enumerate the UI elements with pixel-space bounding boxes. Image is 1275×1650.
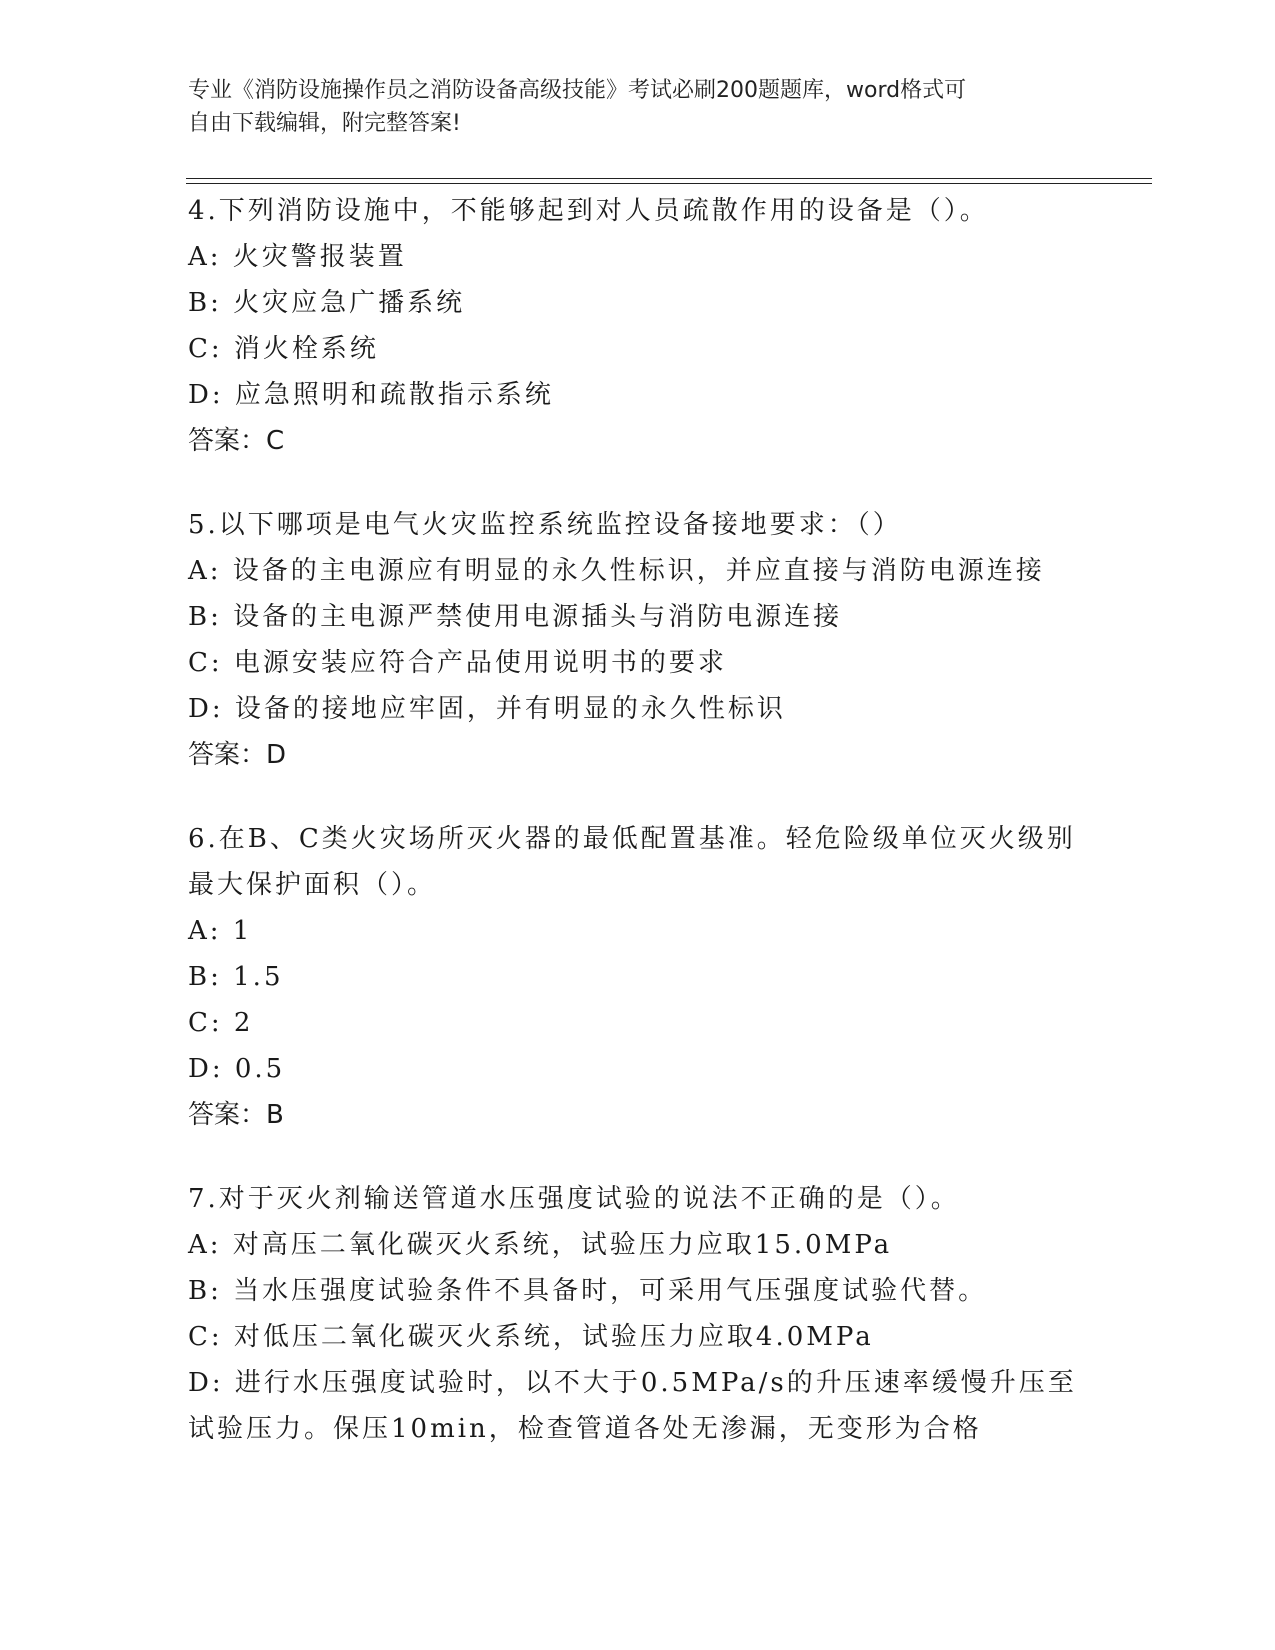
header-line-2: 自由下载编辑，附完整答案!: [188, 111, 461, 136]
question-5: [188, 502, 1088, 778]
option-c: C: 电源安装应符合产品使用说明书的要求: [188, 648, 727, 678]
option-b: B: 火灾应急广播系统: [188, 288, 466, 318]
header-divider-bottom: [186, 183, 1152, 184]
option-d: D: 设备的接地应牢固，并有明显的永久性标识: [188, 694, 786, 724]
question-stem-line-1: 6.在B、C类火灾场所灭火器的最低配置基准。轻危险级单位灭火级别: [188, 824, 1076, 854]
option-a: A: 对高压二氧化碳灭火系统，试验压力应取15.0MPa: [188, 1230, 893, 1260]
option-d: D: 进行水压强度试验时，以不大于0.5MPa/s的升压速率缓慢升压至: [188, 1368, 1077, 1398]
question-4: [188, 188, 1088, 464]
option-c: C: 对低压二氧化碳灭火系统，试验压力应取4.0MPa: [188, 1322, 874, 1352]
option-a: A: 设备的主电源应有明显的永久性标识，并应直接与消防电源连接: [188, 556, 1045, 586]
answer-label: 答案：D: [188, 740, 287, 770]
question-stem: 7.对于灭火剂输送管道水压强度试验的说法不正确的是（）。: [188, 1184, 960, 1214]
question-stem: 4.下列消防设施中，不能够起到对人员疏散作用的设备是（）。: [188, 196, 989, 226]
question-stem-line-2: 最大保护面积（）。: [188, 870, 437, 900]
header-divider-top: [186, 178, 1152, 179]
header-line-1: 专业《消防设施操作员之消防设备高级技能》考试必刷200题题库，word格式可: [188, 78, 967, 103]
option-b: B: 设备的主电源严禁使用电源插头与消防电源连接: [188, 602, 843, 632]
option-d: D: 应急照明和疏散指示系统: [188, 380, 554, 410]
answer-label: 答案：B: [188, 1100, 284, 1130]
option-d-continued: 试验压力。保压10min，检查管道各处无渗漏，无变形为合格: [188, 1414, 982, 1444]
question-stem: 5.以下哪项是电气火灾监控系统监控设备接地要求：（）: [188, 510, 902, 540]
option-b: B: 当水压强度试验条件不具备时，可采用气压强度试验代替。: [188, 1276, 988, 1306]
question-7: [188, 1176, 1088, 1452]
option-d: D: 0.5: [188, 1054, 286, 1084]
question-6: [188, 816, 1088, 1138]
option-a: A: 1: [188, 916, 253, 946]
option-c: C: 消火栓系统: [188, 334, 379, 364]
document-header: [188, 74, 1068, 140]
answer-label: 答案：C: [188, 426, 285, 456]
option-c: C: 2: [188, 1008, 254, 1038]
option-a: A: 火灾警报装置: [188, 242, 407, 272]
option-b: B: 1.5: [188, 962, 284, 992]
